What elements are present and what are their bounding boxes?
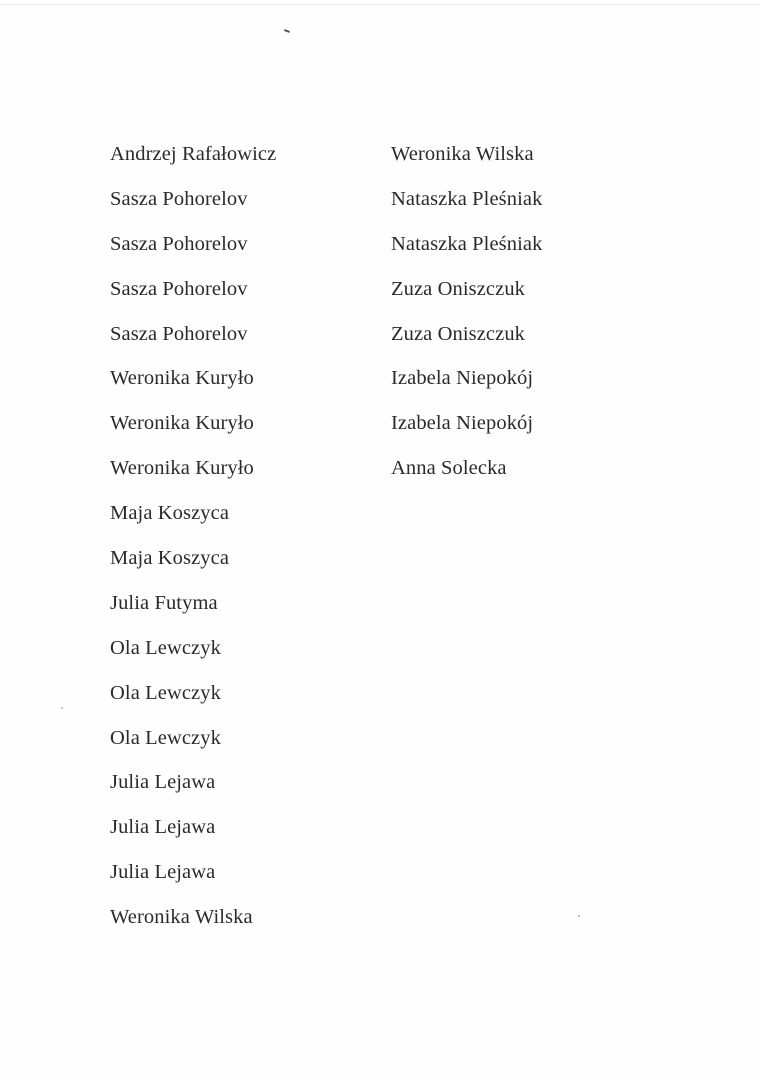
name-entry: Izabela Niepokój	[391, 367, 534, 390]
name-entry: Weronika Wilska	[110, 906, 253, 929]
name-entry: Julia Lejawa	[110, 771, 216, 794]
name-entry: Weronika Kuryło	[110, 412, 254, 435]
name-entry: Anna Solecka	[391, 457, 507, 480]
name-entry: Julia Futyma	[110, 591, 218, 614]
name-entry: Nataszka Pleśniak	[391, 232, 543, 255]
name-entry: Weronika Wilska	[391, 143, 534, 165]
name-entry: Zuza Oniszczuk	[391, 277, 526, 300]
name-entry: Julia Lejawa	[110, 816, 216, 839]
scan-speck	[61, 707, 63, 709]
scan-edge-line	[0, 4, 761, 5]
scan-speck	[578, 915, 580, 917]
name-entry: Ola Lewczyk	[110, 726, 221, 749]
scan-speck	[284, 29, 290, 33]
name-entry: Sasza Pohorelov	[110, 322, 248, 345]
name-entry: Nataszka Pleśniak	[391, 187, 543, 210]
name-entry: Sasza Pohorelov	[110, 187, 248, 210]
name-entry: Weronika Kuryło	[110, 367, 254, 390]
name-entry: Maja Koszyca	[110, 502, 230, 525]
name-entry: Julia Lejawa	[110, 861, 216, 884]
name-entry: Andrzej Rafałowicz	[110, 143, 277, 165]
names-column-left	[110, 139, 276, 947]
name-entry: Zuza Oniszczuk	[391, 322, 526, 345]
name-entry: Ola Lewczyk	[110, 681, 221, 704]
name-entry: Ola Lewczyk	[110, 636, 221, 659]
name-entry: Sasza Pohorelov	[110, 277, 248, 300]
name-entry: Maja Koszyca	[110, 547, 230, 570]
names-column-right	[391, 139, 542, 498]
name-entry: Weronika Kuryło	[110, 457, 254, 480]
name-entry: Sasza Pohorelov	[110, 232, 248, 255]
name-entry: Izabela Niepokój	[391, 412, 534, 435]
